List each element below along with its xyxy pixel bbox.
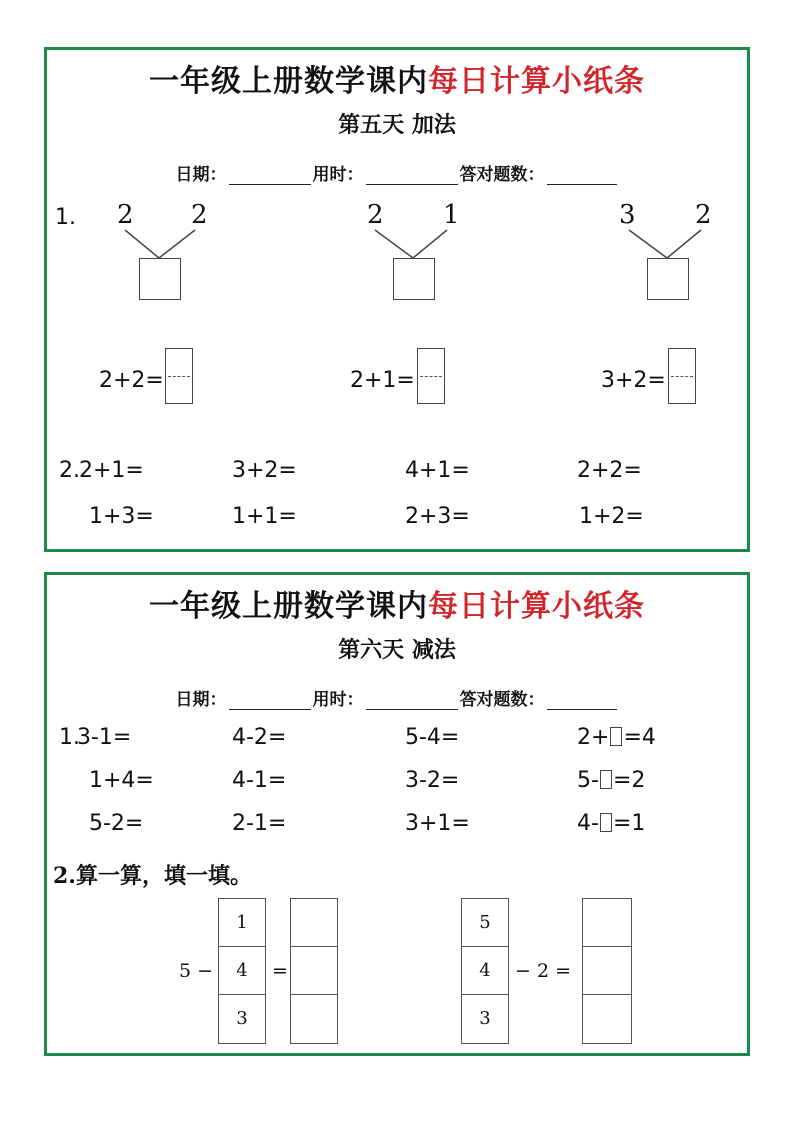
missing-number-box[interactable] (600, 770, 612, 789)
box-equation (577, 811, 645, 836)
missing-number-box[interactable] (600, 813, 612, 832)
equation: 1+4= (89, 768, 154, 793)
equals-sign: = (272, 960, 288, 982)
equation: 5-4= (405, 725, 460, 750)
number-tree-2 (365, 200, 465, 305)
equation-left: 2+ (577, 725, 610, 750)
question-2-title: 2.算一算，填一填。 (53, 863, 252, 889)
split-equation: 2+2= (99, 368, 164, 393)
title-red-part: 每日计算小纸条 (428, 64, 645, 99)
equation: 3-1= (77, 725, 132, 750)
answer-cell[interactable] (291, 995, 337, 1043)
equation-left: 4- (577, 811, 599, 836)
tree-left-number: 2 (117, 200, 134, 230)
equation-right: =4 (623, 725, 656, 750)
day-subtitle: 第六天 减法 (338, 637, 456, 663)
tree-right-number: 2 (695, 200, 712, 230)
column-cell: 4 (219, 947, 265, 995)
tree-left-number: 2 (367, 200, 384, 230)
equation: 1+3= (89, 504, 154, 529)
time-blank[interactable] (366, 691, 458, 710)
answer-column (290, 898, 338, 1044)
subtract-operator: − 2 = (515, 960, 572, 982)
time-label: 用时： (312, 690, 364, 710)
minuend-operator: 5 − (179, 960, 214, 982)
box-equation (577, 725, 656, 750)
date-label: 日期： (175, 690, 227, 710)
equation: 5-2= (89, 811, 144, 836)
info-line (47, 685, 747, 710)
answer-cell[interactable] (583, 947, 631, 995)
equation: 4-2= (232, 725, 287, 750)
answer-box[interactable] (139, 258, 181, 300)
missing-number-box[interactable] (610, 727, 622, 746)
answer-cell[interactable] (291, 947, 337, 995)
time-label: 用时： (312, 165, 364, 185)
time-blank[interactable] (366, 166, 458, 185)
date-label: 日期： (175, 165, 227, 185)
title-black-part: 一年级上册数学课内 (149, 589, 428, 624)
answer-column (582, 898, 632, 1044)
box-equation (577, 768, 645, 793)
equation: 1+1= (232, 504, 297, 529)
correct-count-label: 答对题数： (459, 165, 545, 185)
equation-left: 5- (577, 768, 599, 793)
question-2-label: 2. (59, 458, 80, 483)
column-cell: 3 (236, 1008, 248, 1029)
input-column (218, 898, 266, 1044)
split-answer-box[interactable] (165, 348, 193, 404)
correct-count-blank[interactable] (547, 166, 617, 185)
dashed-divider (671, 376, 693, 377)
equation: 1+2= (579, 504, 644, 529)
number-tree-1 (109, 200, 209, 305)
split-equation: 3+2= (601, 368, 666, 393)
tree-right-number: 2 (191, 200, 208, 230)
worksheet-title (47, 56, 747, 100)
split-answer-box[interactable] (668, 348, 696, 404)
equation-right: =1 (612, 811, 646, 836)
equation-right: =2 (612, 768, 646, 793)
split-answer-box[interactable] (417, 348, 445, 404)
date-blank[interactable] (229, 166, 311, 185)
equation: 4+1= (405, 458, 470, 483)
question-1-label: 1. (59, 725, 80, 750)
equation: 2+1= (79, 458, 144, 483)
equation: 2+2= (577, 458, 642, 483)
number-tree-3 (617, 200, 717, 305)
equation: 3-2= (405, 768, 460, 793)
equation: 2-1= (232, 811, 287, 836)
info-line (47, 160, 747, 185)
equation: 2+3= (405, 504, 470, 529)
correct-count-label: 答对题数： (459, 690, 545, 710)
column-cell: 5 (462, 899, 508, 947)
date-blank[interactable] (229, 691, 311, 710)
worksheet-card-day6 (44, 572, 750, 1056)
tree-right-number: 1 (443, 200, 460, 230)
answer-box[interactable] (393, 258, 435, 300)
equation: 3+1= (405, 811, 470, 836)
answer-cell[interactable] (583, 995, 631, 1043)
dashed-divider (168, 376, 190, 377)
column-cell: 4 (462, 947, 508, 995)
input-column (461, 898, 509, 1044)
column-cell: 1 (219, 899, 265, 947)
equation: 3+2= (232, 458, 297, 483)
answer-box[interactable] (647, 258, 689, 300)
split-equation: 2+1= (350, 368, 415, 393)
answer-cell[interactable] (583, 899, 631, 947)
title-black-part: 一年级上册数学课内 (149, 64, 428, 99)
dashed-divider (420, 376, 442, 377)
day-subtitle: 第五天 加法 (338, 112, 456, 138)
answer-cell[interactable] (291, 899, 337, 947)
equation: 4-1= (232, 768, 287, 793)
tree-left-number: 3 (619, 200, 636, 230)
worksheet-card-day5 (44, 47, 750, 552)
worksheet-title (47, 581, 747, 625)
question-1-label: 1. (55, 205, 76, 230)
correct-count-blank[interactable] (547, 691, 617, 710)
column-cell: 3 (479, 1008, 491, 1029)
title-red-part: 每日计算小纸条 (428, 589, 645, 624)
